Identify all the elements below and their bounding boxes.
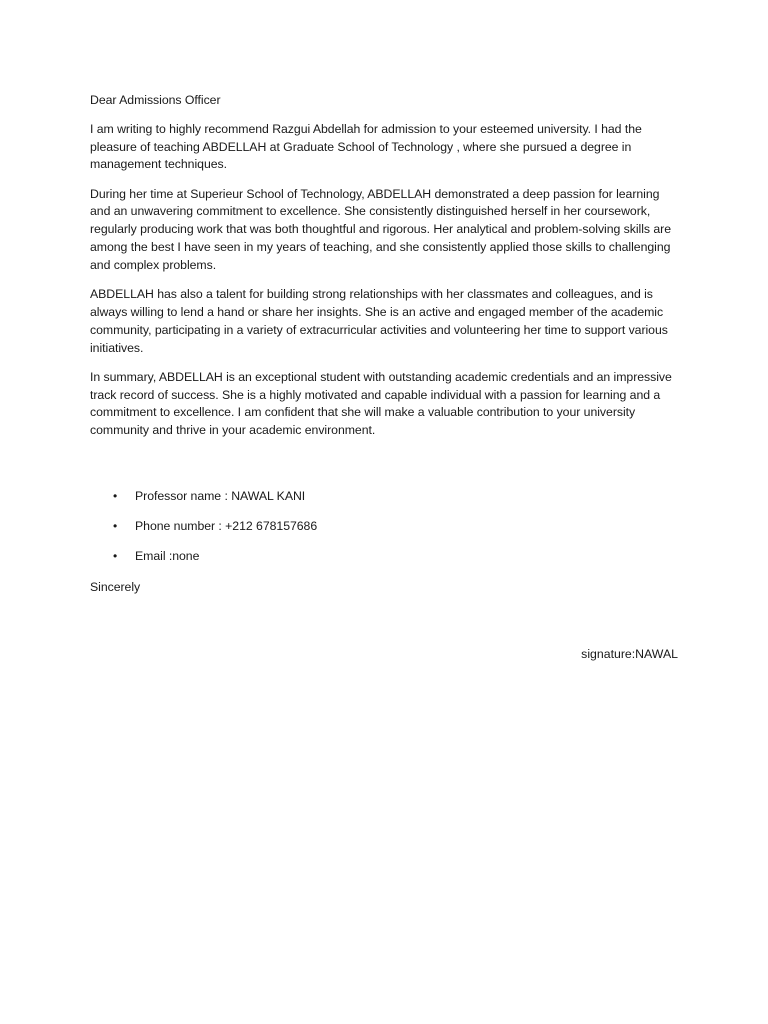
signature: signature:NAWAL [581,647,678,661]
section-spacer [90,452,682,488]
bullet-icon: • [113,518,118,533]
letter-body [90,92,682,597]
paragraph-relationships: ABDELLAH has also a talent for building strong relationships with her classmates and colleagues, and is always willing to lend a hand or share her insights. She is an active and engaged member of the academic community, participating in a variety of extracurricular activities and volunteering her time to support various initiatives. [90,287,668,355]
paragraph-summary: In summary, ABDELLAH is an exceptional student with outstanding academic credentials and an impressive track record of success. She is a highly motivated and capable individual with a passion for learning and a commitment to excellence. I am confident that she will make a valuable contribution to your university community and thrive in your academic environment. [90,369,672,438]
contact-item-professor-name [90,488,682,506]
paragraph-introduction: I am writing to highly recommend Razgui Abdellah for admission to your esteemed university. I had the pleasure of teaching ABDELLAH at Graduate School of Technology , where she pursued a degree in management techniques. [90,121,642,172]
contact-list [90,488,682,567]
paragraph-academic-performance: During her time at Superieur School of Technology, ABDELLAH demonstrated a deep passion for learning and an unwavering commitment to excellence. She consistently distinguished herself in her coursework, regularly producing work that was both thoughtful and rigorous. Her analytical and problem-solving skills are among the best I have seen in my years of teaching, and she consistently applied those skills to challenging and complex problems. [90,186,672,272]
bullet-icon: • [113,488,118,503]
contact-text: Phone number : +212 678157686 [135,518,318,533]
closing: Sincerely [90,579,141,594]
bullet-icon: • [113,549,118,564]
contact-item-phone-number [90,518,682,536]
contact-item-email [90,548,682,566]
contact-text: Professor name : NAWAL KANI [135,488,306,503]
salutation: Dear Admissions Officer [90,93,221,107]
contact-text: Email :none [135,549,200,564]
